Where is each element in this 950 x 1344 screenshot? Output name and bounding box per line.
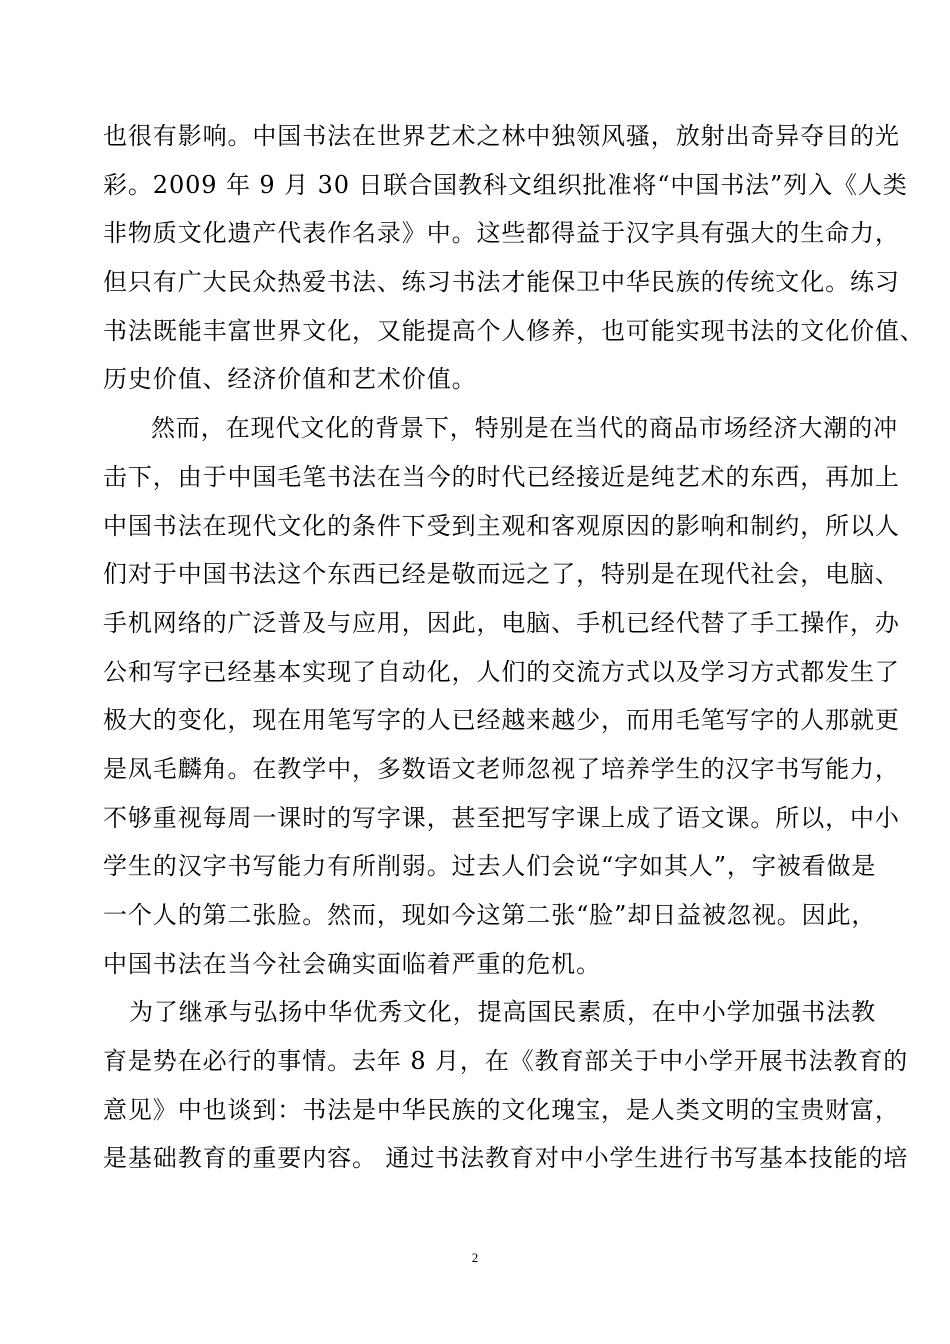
text-line: 彩。2009 年 9 月 30 日联合国教科文组织批准将“中国书法”列入《人类 [103,170,908,199]
text-line: 手机网络的广泛普及与应用，因此，电脑、手机已经代替了手工操作，办 [103,608,900,637]
text-line: 一个人的第二张脸。然而，现如今这第二张“脸”却日益被忽视。因此， [103,901,877,929]
paragraph-1 [103,112,925,404]
text-line: 中国书法在当今社会确实面临着严重的危机。 [103,949,601,978]
text-line: 但只有广大民众热爱书法、练习书法才能保卫中华民族的传统文化。练习 [103,268,900,297]
body-text [103,112,925,1183]
page-number: 2 [471,1250,479,1265]
text-line: 历史价值、经济价值和艺术价值。 [103,365,477,394]
text-line: 是基础教育的重要内容。 通过书法教育对中小学生进行书写基本技能的培 [103,1144,909,1173]
text-line: 意见》中也谈到：书法是中华民族的文化瑰宝，是人类文明的宝贵财富， [103,1095,900,1124]
text-line: 击下，由于中国毛笔书法在当今的时代已经接近是纯艺术的东西，再加上 [103,462,900,491]
text-line: 为了继承与弘扬中华优秀文化，提高国民素质，在中小学加强书法教 [129,998,876,1027]
text-line: 是凤毛麟角。在教学中，多数语文老师忽视了培养学生的汉字书写能力， [103,754,900,783]
text-line: 极大的变化，现在用笔写字的人已经越来越少，而用毛笔写字的人那就更 [103,706,900,735]
text-line: 也很有影响。中国书法在世界艺术之林中独领风骚，放射出奇异夺目的光 [103,122,900,150]
text-line: 中国书法在现代文化的条件下受到主观和客观原因的影响和制约，所以人 [103,511,900,540]
text-line: 不够重视每周一课时的写字课，甚至把写字课上成了语文课。所以，中小 [103,803,900,832]
text-line: 们对于中国书法这个东西已经是敬而远之了，特别是在现代社会，电脑、 [103,560,900,589]
text-line: 育是势在必行的事情。去年 8 月，在《教育部关于中小学开展书法教育的 [103,1047,909,1076]
text-line: 学生的汉字书写能力有所削弱。过去人们会说“字如其人”，字被看做是 [103,852,877,881]
text-line: 然而，在现代文化的背景下，特别是在当代的商品市场经济大潮的冲 [151,414,898,443]
text-line: 书法既能丰富世界文化，又能提高个人修养，也可能实现书法的文化价值、 [103,316,925,345]
text-line: 公和写字已经基本实现了自动化，人们的交流方式以及学习方式都发生了 [103,657,900,686]
paragraph-3 [103,988,909,1183]
paragraph-2 [103,404,900,988]
text-line: 非物质文化遗产代表作名录》中。这些都得益于汉字具有强大的生命力， [103,219,900,248]
